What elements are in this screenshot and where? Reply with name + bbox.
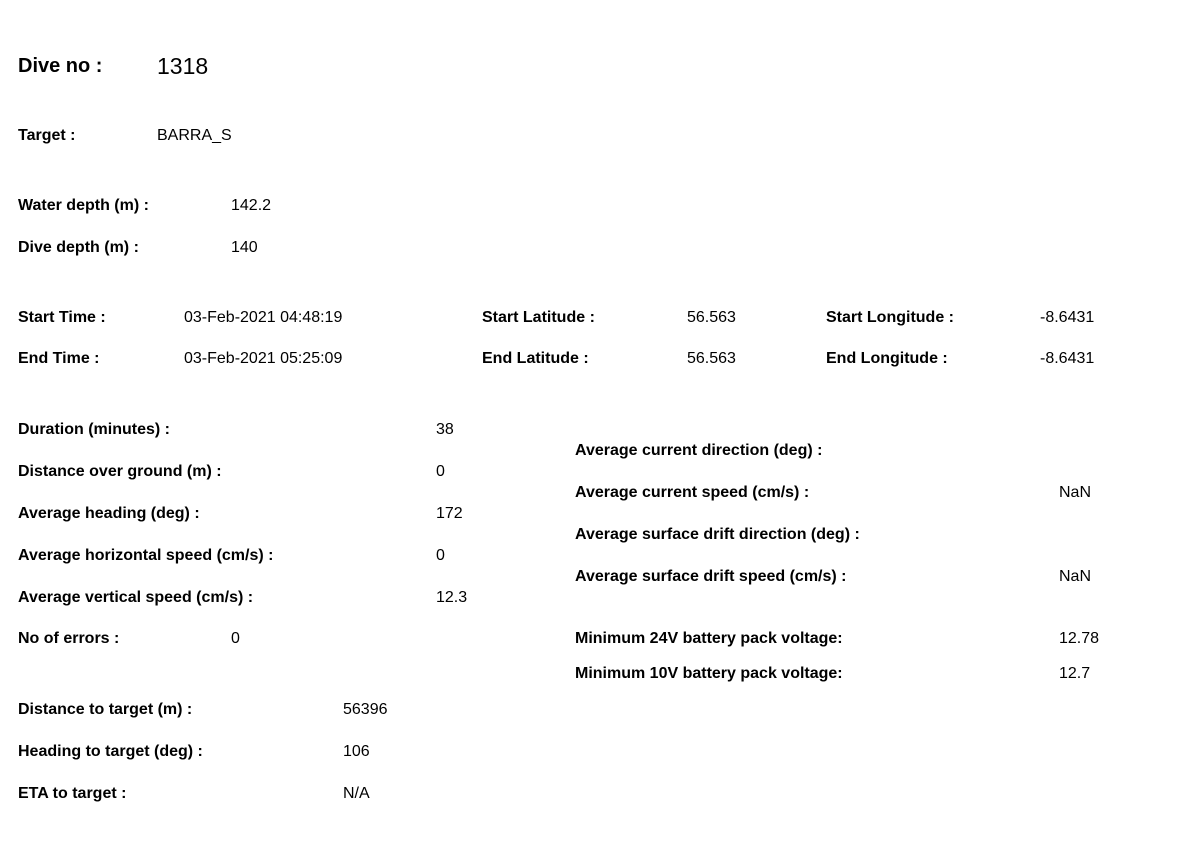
distance-over-ground-value: 0 (436, 463, 445, 480)
duration-value: 38 (436, 421, 454, 438)
average-surface-drift-speed-label: Average surface drift speed (cm/s) : (575, 568, 847, 585)
start-longitude-label: Start Longitude : (826, 309, 954, 326)
water-depth-label: Water depth (m) : (18, 197, 149, 214)
min-10v-battery-value: 12.7 (1059, 665, 1091, 682)
eta-to-target-value: N/A (343, 785, 370, 802)
duration-label: Duration (minutes) : (18, 421, 170, 438)
dive-depth-label: Dive depth (m) : (18, 239, 139, 256)
start-time-value: 03-Feb-2021 04:48:19 (184, 309, 343, 326)
min-10v-battery-label: Minimum 10V battery pack voltage: (575, 665, 843, 682)
end-latitude-label: End Latitude : (482, 350, 589, 367)
min-24v-battery-label: Minimum 24V battery pack voltage: (575, 630, 843, 647)
average-vertical-speed-label: Average vertical speed (cm/s) : (18, 589, 254, 606)
average-current-direction-label: Average current direction (deg) : (575, 442, 823, 459)
average-heading-value: 172 (436, 505, 463, 522)
target-label: Target : (18, 127, 76, 144)
dive-number-value: 1318 (157, 53, 209, 79)
distance-over-ground-label: Distance over ground (m) : (18, 463, 222, 480)
end-time-label: End Time : (18, 350, 100, 367)
average-current-speed-value: NaN (1059, 484, 1092, 501)
eta-to-target-label: ETA to target : (18, 785, 127, 802)
dive-depth-value: 140 (231, 239, 258, 256)
average-current-speed-label: Average current speed (cm/s) : (575, 484, 810, 501)
average-horizontal-speed-value: 0 (436, 547, 445, 564)
end-longitude-label: End Longitude : (826, 350, 948, 367)
heading-to-target-value: 106 (343, 743, 370, 760)
start-latitude-value: 56.563 (687, 309, 736, 326)
start-time-label: Start Time : (18, 309, 106, 326)
start-latitude-label: Start Latitude : (482, 309, 595, 326)
min-24v-battery-value: 12.78 (1059, 630, 1100, 647)
end-longitude-value: -8.6431 (1040, 350, 1095, 367)
water-depth-value: 142.2 (231, 197, 272, 214)
distance-to-target-value: 56396 (343, 701, 388, 718)
start-longitude-value: -8.6431 (1040, 309, 1095, 326)
heading-to-target-label: Heading to target (deg) : (18, 743, 203, 760)
target-value: BARRA_S (157, 127, 232, 144)
dive-number-label: Dive no : (18, 55, 103, 77)
average-horizontal-speed-label: Average horizontal speed (cm/s) : (18, 547, 274, 564)
end-time-value: 03-Feb-2021 05:25:09 (184, 350, 343, 367)
average-vertical-speed-value: 12.3 (436, 589, 468, 606)
errors-value: 0 (231, 630, 240, 647)
average-surface-drift-speed-value: NaN (1059, 568, 1092, 585)
end-latitude-value: 56.563 (687, 350, 736, 367)
average-surface-drift-direction-label: Average surface drift direction (deg) : (575, 526, 860, 543)
average-heading-label: Average heading (deg) : (18, 505, 200, 522)
errors-label: No of errors : (18, 630, 120, 647)
distance-to-target-label: Distance to target (m) : (18, 701, 193, 718)
